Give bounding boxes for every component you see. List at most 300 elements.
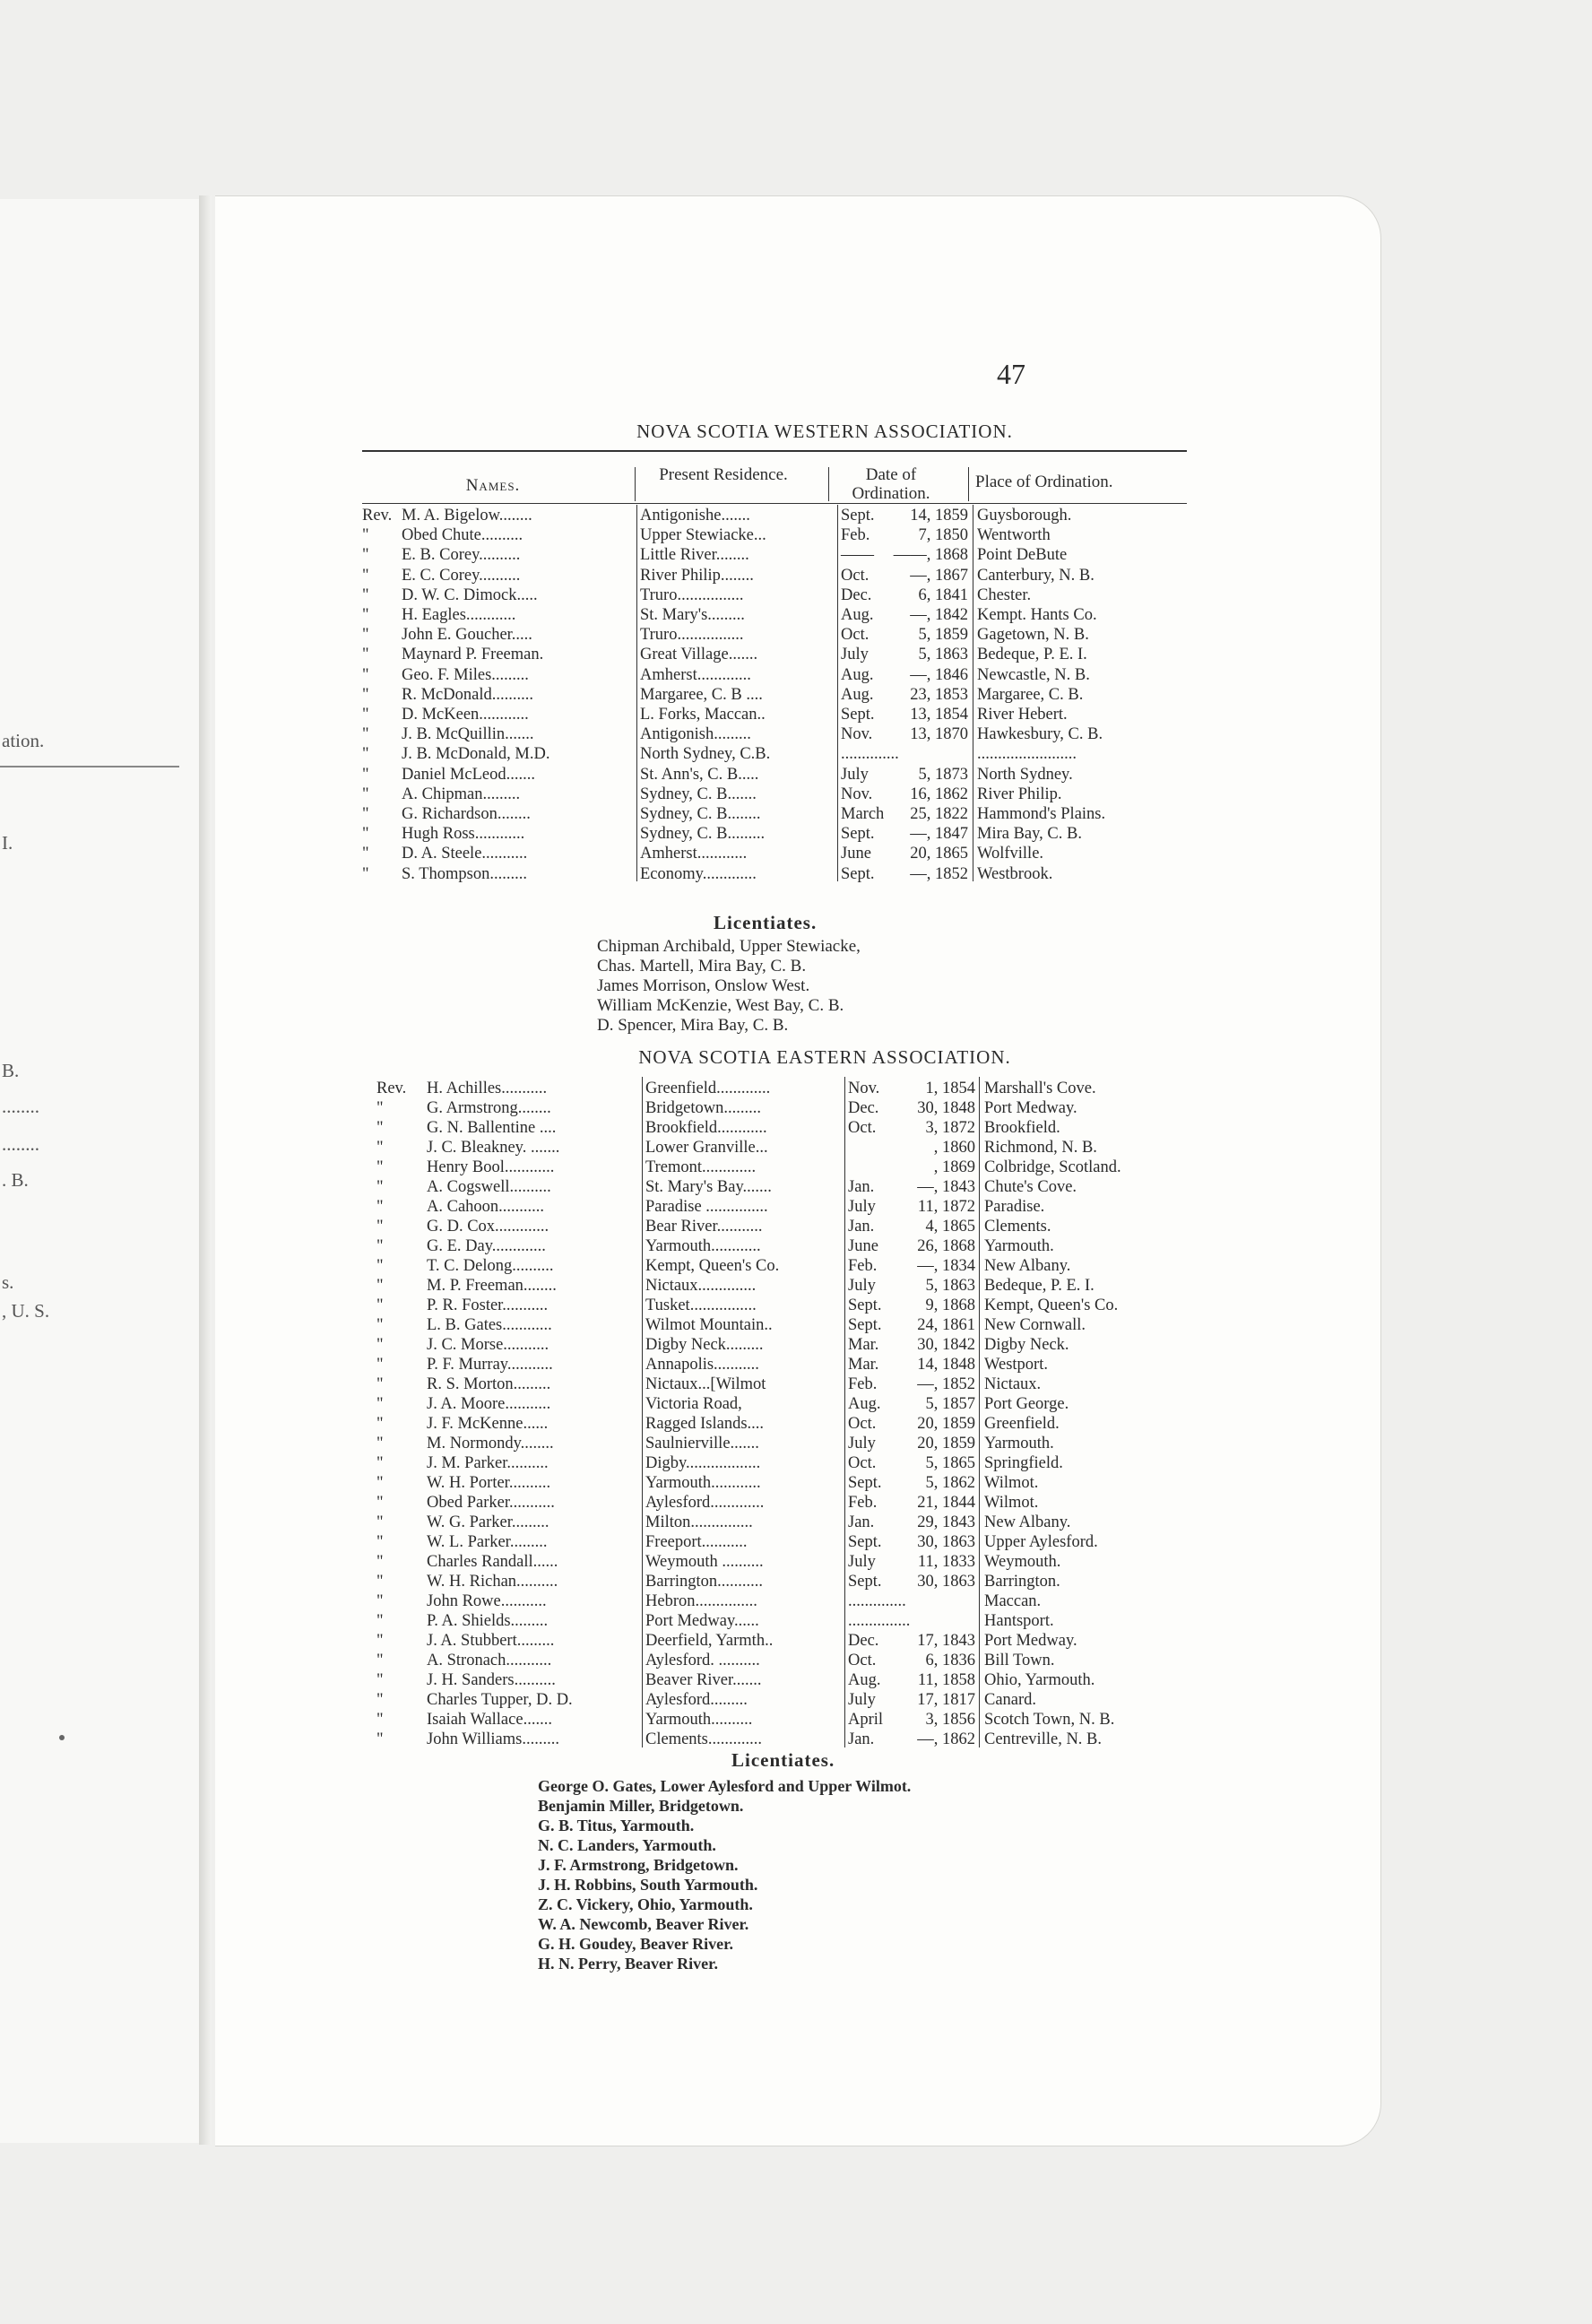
- ordination-month: Oct.: [848, 1119, 877, 1137]
- table-row: [215, 1532, 1201, 1552]
- ordination-month: Sept.: [841, 706, 875, 724]
- ordination-month: Sept.: [848, 1533, 882, 1551]
- licentiate-entry: George O. Gates, Lower Aylesford and Upper Wilmot.: [538, 1777, 912, 1795]
- ordination-day-year: 5, 1863: [918, 646, 968, 664]
- ordination-month: Oct.: [841, 626, 870, 645]
- ordination-day-year: 5, 1863: [925, 1277, 975, 1295]
- row-prefix: ": [376, 1553, 384, 1571]
- ordination-month: Sept.: [848, 1296, 882, 1314]
- ordination-month: Nov.: [841, 725, 873, 744]
- header-residence: Present Residence.: [659, 465, 788, 484]
- present-residence: Lower Granville...: [645, 1139, 768, 1157]
- facing-page-fragment: I.: [2, 832, 13, 854]
- present-residence: Paradise ...............: [645, 1198, 768, 1216]
- table-row: [215, 1118, 1201, 1138]
- ordination-month: Aug.: [841, 665, 874, 684]
- table-row: [215, 605, 1201, 625]
- present-residence: Annapolis...........: [645, 1356, 759, 1374]
- row-prefix: ": [376, 1257, 384, 1275]
- ordination-day-year: —, 1842: [910, 606, 968, 624]
- ordination-day-year: 26, 1868: [917, 1237, 975, 1255]
- ordination-day-year: 13, 1854: [910, 706, 968, 724]
- table-row: [215, 804, 1201, 824]
- row-prefix: ": [362, 765, 369, 784]
- table-row: [215, 545, 1201, 565]
- place-of-ordination: Wolfville.: [977, 845, 1044, 863]
- row-prefix: ": [376, 1652, 384, 1669]
- row-prefix: ": [376, 1435, 384, 1452]
- minister-name: John E. Goucher.....: [402, 626, 532, 645]
- table-row: [215, 566, 1201, 585]
- ordination-day-year: , 1869: [933, 1158, 975, 1176]
- row-prefix: ": [376, 1513, 384, 1531]
- minister-name: Obed Chute..........: [402, 526, 523, 545]
- present-residence: Yarmouth............: [645, 1474, 761, 1492]
- row-prefix: ": [362, 566, 369, 585]
- place-of-ordination: Hantsport.: [984, 1612, 1054, 1630]
- minister-name: R. McDonald..........: [402, 685, 533, 704]
- ordination-day-year: 5, 1859: [918, 626, 968, 645]
- row-prefix: ": [376, 1198, 384, 1216]
- facing-page-fragment: B.: [2, 1060, 20, 1081]
- ordination-day-year: —, 1834: [917, 1257, 975, 1275]
- ordination-day-year: 20, 1859: [917, 1415, 975, 1433]
- ordination-day-year: —, 1867: [910, 566, 968, 585]
- present-residence: Tremont.............: [645, 1158, 757, 1176]
- licentiate-entry: N. C. Landers, Yarmouth.: [538, 1836, 716, 1854]
- ordination-day-year: 25, 1822: [910, 805, 968, 823]
- ordination-month: ...............: [848, 1612, 911, 1630]
- table-row: [215, 1631, 1201, 1651]
- place-of-ordination: Margaree, C. B.: [977, 685, 1084, 704]
- minister-name: D. McKeen............: [402, 706, 529, 724]
- table-row: [215, 506, 1201, 525]
- place-of-ordination: Brookfield.: [984, 1119, 1060, 1137]
- minister-name: G. N. Ballentine ....: [427, 1119, 557, 1137]
- place-of-ordination: Yarmouth.: [984, 1435, 1054, 1452]
- place-of-ordination: Clements.: [984, 1218, 1051, 1236]
- table-row: [215, 1256, 1201, 1276]
- place-of-ordination: River Philip.: [977, 785, 1062, 803]
- minister-name: W. G. Parker.........: [427, 1513, 549, 1531]
- row-prefix: ": [362, 864, 369, 883]
- minister-name: J. C. Bleakney. .......: [427, 1139, 560, 1157]
- ordination-month: July: [848, 1277, 876, 1295]
- row-prefix: ": [376, 1237, 384, 1255]
- row-prefix: ": [362, 546, 369, 565]
- present-residence: Bridgetown.........: [645, 1099, 761, 1117]
- ordination-day-year: 7, 1850: [918, 526, 968, 545]
- ordination-month: Nov.: [848, 1080, 880, 1097]
- table-row: [215, 1473, 1201, 1493]
- table-row: [215, 1493, 1201, 1513]
- licentiate-entry: William McKenzie, West Bay, C. B.: [597, 996, 844, 1015]
- table-row: [215, 1670, 1201, 1690]
- facing-page-fragment: ........: [2, 1133, 39, 1155]
- present-residence: Digby Neck.........: [645, 1336, 764, 1354]
- present-residence: Hebron...............: [645, 1592, 757, 1610]
- table-row: [215, 1730, 1201, 1749]
- table-row: [215, 1138, 1201, 1158]
- column-rule: [979, 1077, 980, 1747]
- present-residence: Aylesford. ..........: [645, 1652, 760, 1669]
- present-residence: Kempt, Queen's Co.: [645, 1257, 780, 1275]
- table-row: [215, 1296, 1201, 1315]
- licentiate-entry: James Morrison, Onslow West.: [597, 976, 810, 995]
- ordination-month: Feb.: [841, 526, 870, 545]
- present-residence: Clements.............: [645, 1730, 763, 1748]
- minister-name: H. Achilles...........: [427, 1080, 548, 1097]
- minister-name: J. B. McDonald, M.D.: [402, 745, 550, 764]
- row-prefix: ": [376, 1632, 384, 1650]
- row-prefix: ": [376, 1316, 384, 1334]
- place-of-ordination: Digby Neck.: [984, 1336, 1069, 1354]
- row-prefix: ": [362, 665, 369, 684]
- place-of-ordination: Chester.: [977, 585, 1032, 604]
- present-residence: Nictaux..............: [645, 1277, 757, 1295]
- present-residence: Saulnierville.......: [645, 1435, 759, 1452]
- row-prefix: ": [376, 1395, 384, 1413]
- ordination-day-year: ——, 1868: [893, 546, 968, 565]
- row-prefix: ": [376, 1099, 384, 1117]
- place-of-ordination: New Cornwall.: [984, 1316, 1086, 1334]
- ordination-day-year: 21, 1844: [917, 1494, 975, 1512]
- row-prefix: ": [362, 805, 369, 823]
- row-prefix: ": [376, 1119, 384, 1137]
- ordination-month: Nov.: [841, 785, 873, 803]
- place-of-ordination: Wilmot.: [984, 1494, 1039, 1512]
- ordination-month: Mar.: [848, 1356, 879, 1374]
- ordination-day-year: —, 1846: [910, 665, 968, 684]
- row-prefix: Rev.: [362, 507, 393, 525]
- ordination-day-year: 14, 1848: [917, 1356, 975, 1374]
- table-row: [215, 1414, 1201, 1434]
- place-of-ordination: New Albany.: [984, 1257, 1071, 1275]
- minister-name: M. P. Freeman........: [427, 1277, 557, 1295]
- minister-name: J. F. McKenne......: [427, 1415, 549, 1433]
- present-residence: L. Forks, Maccan..: [640, 706, 766, 724]
- table-row: [215, 1355, 1201, 1374]
- place-of-ordination: River Hebert.: [977, 706, 1068, 724]
- ordination-day-year: —, 1843: [917, 1178, 975, 1196]
- eastern-association-title: NOVA SCOTIA EASTERN ASSOCIATION.: [638, 1046, 1011, 1068]
- place-of-ordination: Ohio, Yarmouth.: [984, 1671, 1095, 1689]
- minister-name: Charles Tupper, D. D.: [427, 1691, 573, 1709]
- present-residence: Great Village.......: [640, 646, 758, 664]
- minister-name: Charles Randall......: [427, 1553, 558, 1571]
- ordination-day-year: —, 1847: [910, 825, 968, 844]
- row-prefix: ": [362, 526, 369, 545]
- ordination-month: Aug.: [848, 1671, 881, 1689]
- table-row: [215, 1651, 1201, 1670]
- place-of-ordination: Guysborough.: [977, 507, 1072, 525]
- table-row: [215, 724, 1201, 744]
- facing-page-fragment: . B.: [2, 1169, 29, 1191]
- table-row: [215, 645, 1201, 664]
- present-residence: Yarmouth..........: [645, 1711, 753, 1729]
- ordination-month: July: [848, 1435, 876, 1452]
- place-of-ordination: Chute's Cove.: [984, 1178, 1077, 1196]
- ordination-day-year: 30, 1848: [917, 1099, 975, 1117]
- present-residence: River Philip........: [640, 566, 754, 585]
- row-prefix: ": [376, 1533, 384, 1551]
- present-residence: Tusket................: [645, 1296, 757, 1314]
- ordination-day-year: 3, 1856: [925, 1711, 975, 1729]
- present-residence: Milton...............: [645, 1513, 753, 1531]
- place-of-ordination: Mira Bay, C. B.: [977, 825, 1082, 844]
- minister-name: J. H. Sanders..........: [427, 1671, 556, 1689]
- minister-name: A. Chipman.........: [402, 785, 521, 803]
- header-separator: [828, 467, 829, 501]
- table-row: [215, 1611, 1201, 1631]
- place-of-ordination: Springfield.: [984, 1454, 1063, 1472]
- row-prefix: ": [376, 1730, 384, 1748]
- column-rule: [837, 505, 838, 881]
- ordination-month: Mar.: [848, 1336, 879, 1354]
- table-row: [215, 1434, 1201, 1453]
- eastern-licentiates-title: Licentiates.: [731, 1749, 835, 1771]
- licentiate-entry: Chipman Archibald, Upper Stewiacke,: [597, 937, 861, 956]
- place-of-ordination: Upper Aylesford.: [984, 1533, 1098, 1551]
- facing-page-edge: [0, 199, 200, 2143]
- ordination-month: June: [848, 1237, 878, 1255]
- minister-name: Obed Parker...........: [427, 1494, 555, 1512]
- row-prefix: ": [376, 1454, 384, 1472]
- place-of-ordination: Canterbury, N. B.: [977, 566, 1094, 585]
- facing-page-fragment: ........: [2, 1096, 39, 1117]
- ordination-day-year: 23, 1853: [910, 685, 968, 704]
- minister-name: M. A. Bigelow........: [402, 507, 532, 525]
- present-residence: Little River........: [640, 546, 749, 565]
- ordination-day-year: 3, 1872: [925, 1119, 975, 1137]
- place-of-ordination: Kempt. Hants Co.: [977, 606, 1097, 624]
- place-of-ordination: Wentworth: [977, 526, 1051, 545]
- place-of-ordination: ........................: [977, 745, 1077, 764]
- present-residence: Antigonish.........: [640, 725, 751, 744]
- ordination-month: Aug.: [841, 606, 874, 624]
- present-residence: Aylesford.............: [645, 1494, 765, 1512]
- column-rule: [844, 1077, 845, 1747]
- place-of-ordination: Yarmouth.: [984, 1237, 1054, 1255]
- table-row: [215, 1236, 1201, 1256]
- place-of-ordination: Bill Town.: [984, 1652, 1055, 1669]
- present-residence: Truro................: [640, 626, 744, 645]
- column-rule: [636, 505, 637, 881]
- ordination-day-year: 30, 1842: [917, 1336, 975, 1354]
- row-prefix: ": [362, 585, 369, 604]
- table-row: [215, 665, 1201, 685]
- minister-name: P. F. Murray...........: [427, 1356, 553, 1374]
- present-residence: Barrington...........: [645, 1573, 764, 1591]
- ordination-day-year: —, 1862: [917, 1730, 975, 1748]
- row-prefix: ": [376, 1415, 384, 1433]
- ordination-day-year: 9, 1868: [925, 1296, 975, 1314]
- place-of-ordination: Gagetown, N. B.: [977, 626, 1089, 645]
- minister-name: M. Normondy........: [427, 1435, 554, 1452]
- row-prefix: ": [362, 685, 369, 704]
- table-row: [215, 1453, 1201, 1473]
- table-row: [215, 1197, 1201, 1217]
- row-prefix: Rev.: [376, 1080, 407, 1097]
- ordination-month: Oct.: [848, 1454, 877, 1472]
- table-row: [215, 844, 1201, 863]
- row-prefix: ": [362, 626, 369, 645]
- present-residence: St. Ann's, C. B.....: [640, 765, 759, 784]
- row-prefix: ": [376, 1592, 384, 1610]
- table-row: [215, 1217, 1201, 1236]
- place-of-ordination: Scotch Town, N. B.: [984, 1711, 1115, 1729]
- header-names: Names.: [465, 476, 521, 495]
- table-row: [215, 785, 1201, 804]
- minister-name: P. R. Foster...........: [427, 1296, 549, 1314]
- place-of-ordination: Newcastle, N. B.: [977, 665, 1090, 684]
- ordination-month: Aug.: [848, 1395, 881, 1413]
- minister-name: G. Armstrong........: [427, 1099, 551, 1117]
- present-residence: Beaver River.......: [645, 1671, 762, 1689]
- minister-name: A. Cogswell..........: [427, 1178, 551, 1196]
- row-prefix: ": [376, 1158, 384, 1176]
- place-of-ordination: Point DeBute: [977, 546, 1068, 565]
- row-prefix: ": [376, 1612, 384, 1630]
- place-of-ordination: Bedeque, P. E. I.: [984, 1277, 1094, 1295]
- ordination-month: April: [848, 1711, 884, 1729]
- ordination-month: Jan.: [848, 1178, 875, 1196]
- row-prefix: ": [362, 745, 369, 764]
- present-residence: Digby..................: [645, 1454, 761, 1472]
- western-association-title: NOVA SCOTIA WESTERN ASSOCIATION.: [636, 421, 1013, 442]
- table-row: [215, 1552, 1201, 1572]
- minister-name: Isaiah Wallace.......: [427, 1711, 552, 1729]
- ordination-month: March: [841, 805, 885, 823]
- place-of-ordination: Wilmot.: [984, 1474, 1039, 1492]
- minister-name: John Rowe...........: [427, 1592, 547, 1610]
- place-of-ordination: Canard.: [984, 1691, 1037, 1709]
- ordination-month: Dec.: [841, 585, 872, 604]
- header-separator: [968, 467, 969, 501]
- present-residence: Aylesford.........: [645, 1691, 748, 1709]
- place-of-ordination: Marshall's Cove.: [984, 1080, 1096, 1097]
- ordination-month: Sept.: [848, 1474, 882, 1492]
- place-of-ordination: Maccan.: [984, 1592, 1042, 1610]
- place-of-ordination: Port Medway.: [984, 1099, 1077, 1117]
- licentiate-entry: J. F. Armstrong, Bridgetown.: [538, 1856, 739, 1874]
- present-residence: St. Mary's.........: [640, 606, 745, 624]
- table-row: [215, 1394, 1201, 1414]
- ordination-day-year: 30, 1863: [917, 1573, 975, 1591]
- ordination-day-year: 30, 1863: [917, 1533, 975, 1551]
- licentiate-entry: W. A. Newcomb, Beaver River.: [538, 1915, 749, 1933]
- licentiate-entry: Chas. Martell, Mira Bay, C. B.: [597, 957, 807, 976]
- ordination-day-year: 14, 1859: [910, 507, 968, 525]
- ordination-day-year: 6, 1836: [925, 1652, 975, 1669]
- ordination-day-year: 29, 1843: [917, 1513, 975, 1531]
- ordination-month: Dec.: [848, 1632, 879, 1650]
- minister-name: S. Thompson.........: [402, 864, 527, 883]
- minister-name: John Williams.........: [427, 1730, 559, 1748]
- row-prefix: ": [376, 1336, 384, 1354]
- row-prefix: ": [376, 1474, 384, 1492]
- ordination-month: Aug.: [841, 685, 874, 704]
- ordination-month: July: [848, 1553, 876, 1571]
- table-row: [215, 864, 1201, 884]
- minister-name: D. W. C. Dimock.....: [402, 585, 538, 604]
- column-rule: [642, 1077, 643, 1747]
- present-residence: Deerfield, Yarmth..: [645, 1632, 774, 1650]
- table-row: [215, 1710, 1201, 1730]
- present-residence: Brookfield............: [645, 1119, 767, 1137]
- place-of-ordination: Westbrook.: [977, 864, 1053, 883]
- present-residence: Sydney, C. B.......: [640, 785, 757, 803]
- present-residence: North Sydney, C.B.: [640, 745, 771, 764]
- minister-name: Hugh Ross............: [402, 825, 525, 844]
- present-residence: Truro................: [640, 585, 744, 604]
- book-spine: [199, 195, 212, 2145]
- ordination-month: Sept.: [848, 1573, 882, 1591]
- ordination-month: Feb.: [848, 1494, 878, 1512]
- row-prefix: ": [376, 1671, 384, 1689]
- ordination-month: Sept.: [841, 864, 875, 883]
- ordination-month: Dec.: [848, 1099, 879, 1117]
- present-residence: Port Medway......: [645, 1612, 759, 1630]
- present-residence: Ragged Islands....: [645, 1415, 765, 1433]
- header-rule: [362, 503, 1187, 504]
- ordination-day-year: 20, 1865: [910, 845, 968, 863]
- ordination-month: Oct.: [848, 1652, 877, 1669]
- minister-name: W. L. Parker.........: [427, 1533, 548, 1551]
- ordination-day-year: —, 1852: [910, 864, 968, 883]
- ordination-month: Feb.: [848, 1375, 878, 1393]
- minister-name: G. E. Day.............: [427, 1237, 546, 1255]
- place-of-ordination: Centreville, N. B.: [984, 1730, 1103, 1748]
- table-row: [215, 1335, 1201, 1355]
- header-date: Date of Ordination.: [852, 465, 930, 503]
- ordination-month: Sept.: [848, 1316, 882, 1334]
- table-row: [215, 744, 1201, 764]
- table-row: [215, 1374, 1201, 1394]
- minister-name: J. A. Stubbert.........: [427, 1632, 555, 1650]
- table-row: [215, 585, 1201, 605]
- ordination-month: Oct.: [848, 1415, 877, 1433]
- place-of-ordination: Hawkesbury, C. B.: [977, 725, 1103, 744]
- minister-name: E. B. Corey..........: [402, 546, 521, 565]
- present-residence: Bear River...........: [645, 1218, 763, 1236]
- minister-name: Daniel McLeod.......: [402, 765, 535, 784]
- ordination-day-year: 11, 1872: [917, 1198, 975, 1216]
- licentiate-entry: H. N. Perry, Beaver River.: [538, 1955, 718, 1973]
- table-row: [215, 824, 1201, 844]
- ordination-day-year: 5, 1865: [925, 1454, 975, 1472]
- table-row: [215, 1276, 1201, 1296]
- ordination-month: Sept.: [841, 825, 875, 844]
- present-residence: Yarmouth............: [645, 1237, 761, 1255]
- row-prefix: ": [376, 1573, 384, 1591]
- ordination-day-year: 6, 1841: [918, 585, 968, 604]
- place-of-ordination: Greenfield.: [984, 1415, 1060, 1433]
- minister-name: J. C. Morse...........: [427, 1336, 549, 1354]
- present-residence: Greenfield.............: [645, 1080, 771, 1097]
- table-row: [215, 1098, 1201, 1118]
- ordination-month: July: [848, 1198, 876, 1216]
- place-of-ordination: North Sydney.: [977, 765, 1073, 784]
- place-of-ordination: Barrington.: [984, 1573, 1060, 1591]
- licentiate-entry: G. H. Goudey, Beaver River.: [538, 1935, 733, 1953]
- ordination-month: July: [841, 646, 869, 664]
- place-of-ordination: New Albany.: [984, 1513, 1071, 1531]
- row-prefix: ": [362, 825, 369, 844]
- minister-name: W. H. Porter..........: [427, 1474, 551, 1492]
- row-prefix: ": [362, 725, 369, 744]
- ordination-day-year: 17, 1843: [917, 1632, 975, 1650]
